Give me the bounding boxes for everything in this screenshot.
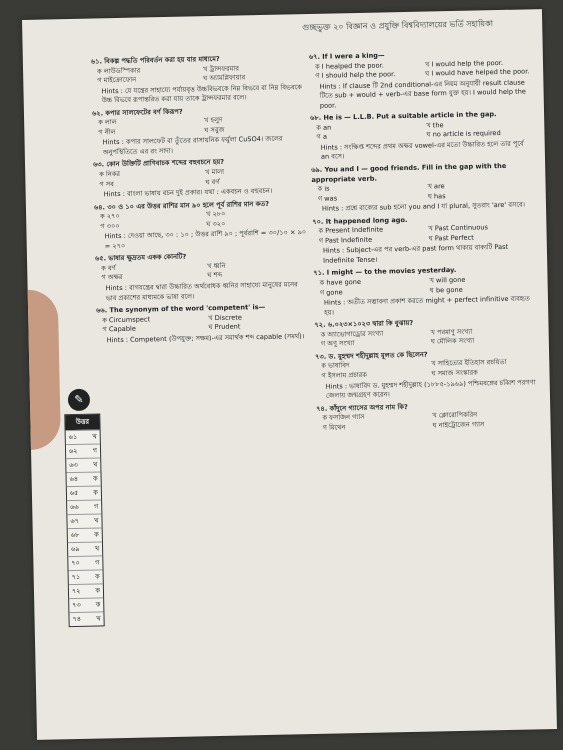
answer-option: ক (92, 474, 98, 483)
hint-text: Hints : যে যন্ত্রের সাহায্যে পর্যায়বৃত্ত উচ্চবিভবকে নিম্ন বিভবে বা নিম্ন বিভবকে উচ্চ বিভবে রূপান্তরিত করা যায় তাকে ট্রান্সফরমার বলে। (101, 82, 302, 105)
option: ক বর্ণ (101, 264, 116, 273)
question-block (312, 213, 533, 266)
answer-option: গ (95, 558, 100, 567)
answer-option: ক (95, 600, 101, 609)
option: খ সাহিত্যের ইতিহাস রচয়িতা (431, 358, 507, 368)
option: খ are (427, 182, 445, 191)
option: খ Discrete (208, 313, 243, 322)
option: ঘ no article is required (426, 129, 501, 139)
option: খ Past Continuous (428, 223, 489, 233)
answer-option: ক (93, 488, 98, 497)
option: গ মিথেন (322, 423, 346, 432)
option: গ was (317, 194, 338, 203)
answer-number: ৬৬ (70, 502, 79, 512)
question-text: ৬৩. কোন উক্তিটি প্রাণিবাচক শব্দের বহুবচনে হয়? (92, 158, 225, 170)
option: গ Past Indefinite (318, 235, 373, 245)
answer-icon: ✎ (68, 389, 90, 411)
answer-row (67, 485, 101, 500)
option: ঘ শব্দ (207, 271, 223, 280)
right-column (309, 45, 537, 433)
option: ঘ Past Perfect (428, 233, 474, 243)
answer-number: ৬৭ (70, 516, 80, 526)
options (316, 409, 536, 433)
question-text: ৬৫. ভাষার ক্ষুদ্রতম একক কোনটি? (94, 253, 187, 263)
option: ঘ সমাজ সংস্কারক (431, 368, 478, 378)
answer-row (69, 583, 103, 598)
option: ঘ অ্যামপ্লিফায়ার (203, 73, 246, 83)
question-block (93, 157, 306, 201)
hint-text: Hints : বাংলা ভাষায় বচন দুই প্রকার। যথা : একবচন ও বহুবচন। (103, 186, 273, 199)
option: গ সব (99, 179, 114, 188)
answer-table (64, 413, 104, 627)
left-column (91, 50, 309, 348)
option: গ অণু সংখ্যা (320, 339, 355, 349)
option: ক have gone (319, 277, 362, 287)
option: ক Present Indefinite (318, 225, 384, 236)
answer-row (66, 443, 100, 458)
question-block (314, 317, 535, 350)
option: ক an (316, 123, 332, 132)
question-block (313, 265, 534, 318)
question-block (94, 199, 307, 252)
option: খ হলুদ (204, 116, 223, 125)
answer-option: গ (92, 446, 98, 455)
hint-text: Hints : অতীত সম্ভাবনা প্রকাশ করতে might + perfect infinitive ব্যবহৃত হয়। (323, 294, 530, 317)
answer-option: খ (92, 460, 98, 469)
option: গ gone (319, 287, 343, 297)
answer-option: গ (93, 502, 99, 511)
question-text: ৭২. ৬.০২৩×১০২৩ দ্বারা কি বুঝায়? (314, 319, 414, 330)
question-text: ৭১. I might — to the movies yesterday. (313, 266, 457, 278)
option: গ I should help the poor. (315, 70, 396, 80)
option: ঘ Prudent (208, 322, 241, 332)
option: ক ভাষাবিদ (321, 361, 350, 371)
option: গ ইসলাম প্রচারক (321, 370, 368, 380)
answer-number: ৬৩ (69, 460, 78, 470)
thumb (28, 289, 61, 450)
hint-text: Hints : ভাষাবিদ ড. মুহম্মদ শহীদুল্লাহ (১৮৮৫-১৯৬৯) পশ্চিমবঙ্গের চব্বিশ পরগণা জেলায় জন্মগ্রহণ করেন। (325, 377, 536, 400)
option: ক ২৭০ (100, 212, 120, 221)
answer-number: ৭২ (71, 586, 81, 596)
answer-option: খ (94, 544, 100, 553)
question-block (311, 161, 532, 214)
option: গ নীল (98, 127, 116, 137)
question-text: ৭০. It happened long ago. (312, 215, 408, 226)
hint-text: Hints : দেওয়া আছে, ৩০ : ১০ ; উত্তর রাশি ৯০ ; পূর্বরাশি = ৩০/১০ × ৯০ = ২৭০ (104, 228, 307, 251)
option: ঘ সবুজ (204, 125, 225, 135)
question-text: ৭৪. কাঁদুনে গ্যাসের অপর নাম কি? (316, 402, 408, 413)
question-block (309, 48, 530, 111)
answer-number: ৬৫ (69, 488, 79, 498)
question-text: ৭৩. ড. মুহম্মদ শহীদুল্লাহ মূলত কে ছিলেন? (315, 350, 428, 361)
option: খ মালা (205, 167, 225, 177)
answer-number: ৬২ (68, 446, 78, 456)
answer-table-title: উত্তর (65, 414, 99, 430)
answer-number: ৬১ (68, 432, 78, 442)
question-block (95, 250, 308, 303)
option: ক অ্যাভোগাড্রোর সংখ্যা (320, 329, 384, 339)
option: খ ক্লোরোপিকরিন (432, 410, 478, 420)
hint-text: Hints : বাগযন্ত্রের দ্বারা উচ্চারিত অর্থবোধক ধ্বনির সাহায্যে মানুষের মনের ভাব প্রকাশের মাধ্যমকে ভাষা বলে। (105, 280, 298, 302)
option: খ the (426, 121, 444, 130)
answer-option: ক (95, 586, 101, 595)
answer-option: খ (92, 432, 97, 441)
option: ঘ ৩২০ (206, 219, 226, 228)
option: ক ফসজিন গ্যাস (322, 413, 365, 422)
option: খ ধ্বনি (207, 261, 226, 271)
question-text: ৬৬. The synonym of the word 'competent' is— (96, 303, 266, 315)
option: গ অক্ষর (101, 273, 123, 282)
answer-row (68, 555, 102, 570)
answer-row (69, 611, 103, 626)
question-text: ৬৮. He is — L.L.B. Put a suitable article in the gap. (310, 110, 497, 123)
answer-row (69, 569, 103, 584)
question-text: ৬৪. ৩০ ও ১০ এর উত্তর রাশির মান ৯০ হলে পূর্ব রাশির মান কত? (93, 199, 270, 212)
hint-text: Hints : Competent (উপযুক্ত; সক্ষম)-এর সমার্থক শব্দ capable (সমর্থ)। (106, 331, 305, 345)
hint-text: Hints : প্রশ্নে বাক্যের sub হলো you and I যা plural, সুতরাং 'are' বসবে। (321, 200, 526, 213)
answer-number: ৬৮ (70, 530, 80, 540)
answer-row (67, 513, 101, 528)
hint-text: Hints : কপার সালফেট বা তুঁতের রাসায়নিক ফর্মুলা CuSO4। জলের অনুপস্থিতিতে এর রং সাদা। (102, 134, 283, 157)
answer-row (67, 499, 101, 514)
answer-option: ক (95, 572, 100, 581)
answer-row (66, 457, 100, 472)
option: ঘ বর্গ (205, 177, 220, 186)
option: গ ৩০০ (100, 221, 120, 231)
option: ক লাউডস্পিকার (97, 66, 141, 75)
option: ঘ I would have helped the poor. (425, 67, 530, 78)
option: ক I healped the poor. (314, 60, 384, 71)
option: ঘ নাইট্রোজেন গ্যাস (432, 420, 485, 430)
option: গ মাইক্রোফোন (97, 75, 137, 85)
answer-option: খ (94, 516, 99, 525)
question-block (91, 53, 304, 106)
answer-row (66, 429, 100, 444)
option: ক Circumspect (102, 315, 151, 325)
options (315, 326, 535, 350)
answer-number: ৬৯ (71, 544, 80, 554)
question-text: ৬৭. If I were a king— (308, 51, 385, 62)
answer-number: ৭৩ (72, 600, 81, 610)
question-block (96, 302, 309, 346)
option: ক নিকর (99, 169, 121, 179)
option: ক is (317, 184, 330, 193)
answer-number: ৭৪ (72, 614, 82, 624)
answer-row (69, 597, 103, 612)
option: ক লাল (98, 118, 117, 127)
book-page (22, 9, 557, 740)
question-text: ৬২. কপার সালফেটের বর্ণ কিরূপ? (91, 107, 183, 118)
question-block (310, 110, 531, 163)
hint-text: Hints : Subject-এর পর verb-এর past form থাকায় বাক্যটি Past Indefinite Tense। (322, 243, 509, 265)
option: খ ট্রান্সফরমার (202, 64, 239, 73)
option: খ will gone (429, 275, 466, 285)
option: খ ২৮০ (206, 209, 226, 219)
answer-row (66, 471, 100, 486)
option: ঘ be gone (429, 285, 463, 295)
option: খ I would help the poor. (424, 58, 504, 69)
question-block (316, 400, 537, 433)
option: গ a (316, 133, 328, 142)
option: খ পরমাণু সংখ্যা (430, 327, 473, 337)
answer-row (68, 541, 102, 556)
answer-number: ৭১ (71, 572, 81, 582)
option: ঘ মৌলিক সংখ্যা (430, 336, 475, 346)
option: ঘ has (427, 191, 446, 201)
question-block (315, 348, 536, 401)
question-block (92, 105, 305, 158)
answer-option: ক (94, 530, 99, 539)
answer-number: ৬৪ (69, 474, 79, 484)
hint-text: Hints : If clause টি 2nd conditional-এর নিয়ম অনুযায়ী result clause টিতে sub + would + verb-এর base form যুক্ত হয়। I would help the poor. (319, 78, 527, 110)
hint-text: Hints : সংক্ষিপ্ত শব্দের প্রথম অক্ষর vowel-এর মতো উচ্চারিত হলে তার পূর্বে an বসে। (320, 139, 524, 162)
question-text: ৬৯. You and I — good friends. Fill in the gap with the appropriate verb. (311, 161, 507, 184)
answer-number: ৭০ (71, 558, 80, 568)
question-text: ৬১. বিকল্প পদ্ধতি পরিবর্তন করা হয় যার মাধ্যমে? (90, 54, 220, 66)
page-header: গুচ্ছভুক্ত ২০ বিজ্ঞান ও প্রযুক্তি বিশ্ববিদ্যালয়ের ভর্তি সহায়িকা (302, 19, 494, 33)
option: গ Capable (102, 324, 136, 334)
answer-option: খ (96, 614, 101, 623)
answer-row (68, 527, 102, 542)
